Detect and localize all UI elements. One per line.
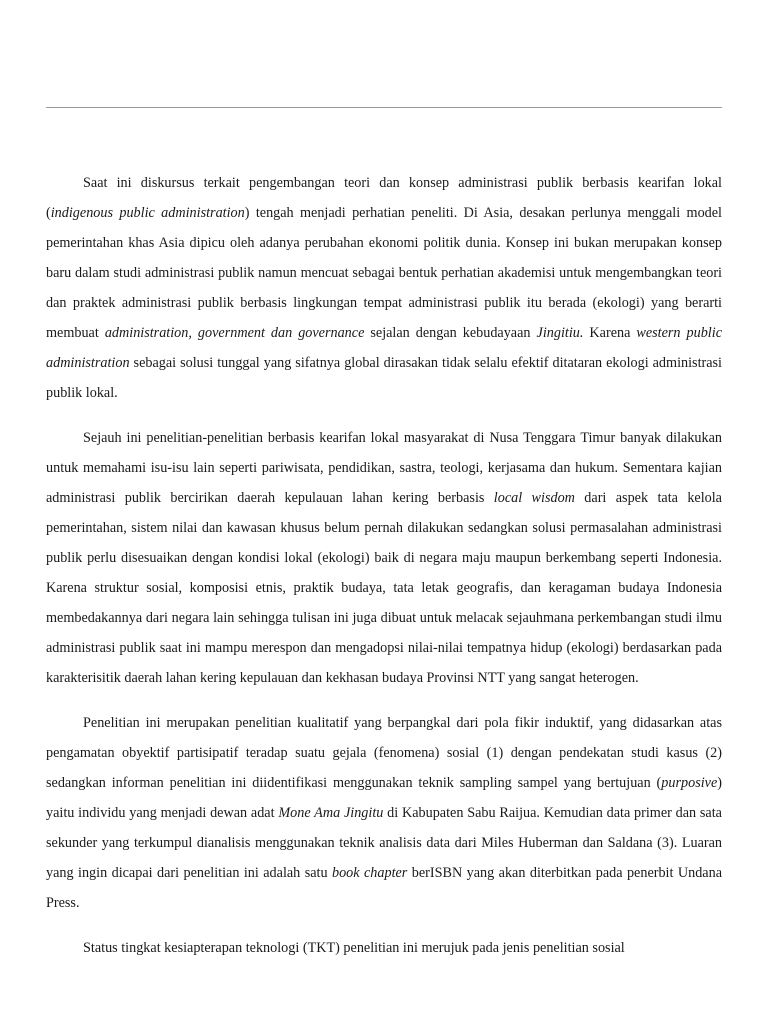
italic-term: indigenous public administration (50, 205, 245, 221)
italic-term: Mone Ama Jingitu (278, 805, 384, 821)
text-run: Karena (583, 325, 637, 341)
italic-term: local wisdom (493, 490, 575, 506)
italic-term: administration, government dan governance (104, 325, 365, 341)
italic-term: book chapter (331, 865, 408, 881)
paragraph-3 (46, 708, 722, 918)
text-run: ) yaitu individu yang menjadi dewan adat (46, 775, 722, 821)
text-run: di Kabupaten Sabu Raijua. Kemudian data primer dan sata sekunder yang terkumpul dianalisis menggunakan teknik analisis data dari Miles Huberman dan Saldana (3). Luaran yang ingin dicapai dari penelitian ini adalah satu (46, 805, 722, 881)
body-text (46, 168, 722, 978)
italic-term: western public administration (46, 325, 722, 371)
text-run: sebagai solusi tunggal yang sifatnya global dirasakan tidak selalu efektif ditataran ekologi administrasi publik lokal. (46, 355, 722, 401)
italic-term: purposive (661, 775, 718, 791)
text-run: ) tengah menjadi perhatian peneliti. Di Asia, desakan perlunya menggali model pemerintahan khas Asia dipicu oleh adanya perubahan ekonomi politik dunia. Konsep ini bukan merupakan konsep baru dalam studi administrasi publik namun mencuat sebagai bentuk perhatian akademisi untuk mengembangkan teori dan praktek administrasi publik berbasis lingkungan tempat administrasi publik itu berada (ekologi) yang berarti membuat (46, 205, 722, 341)
text-run: Status tingkat kesiapterapan teknologi (TKT) penelitian ini merujuk pada jenis penelitian sosial (83, 940, 625, 956)
text-run: dari aspek tata kelola pemerintahan, sistem nilai dan kawasan khusus belum pernah dilakukan sedangkan solusi permasalahan administrasi publik perlu disesuaikan dengan kondisi lokal (ekologi) baik di negara maju maupun berkembang seperti Indonesia. Karena struktur sosial, komposisi etnis, praktik budaya, tata letak geografis, dan keragaman budaya Indonesia membedakannya dari negara lain sehingga tulisan ini juga dibuat untuk melacak sejauhmana perkembangan studi ilmu administrasi publik saat ini mampu merespon dan mengadopsi nilai-nilai tempatnya hidup (ekologi) berdasarkan pada karakterisitik daerah lahan kering kepulauan dan kekhasan budaya Provinsi NTT yang sangat heterogen. (46, 490, 722, 686)
paragraph-1 (46, 168, 722, 408)
paragraph-2 (46, 423, 722, 693)
italic-term: Jingitiu. (536, 325, 584, 341)
text-run: Saat ini diskursus terkait pengembangan teori dan konsep administrasi publik berbasis kearifan lokal ( (46, 175, 722, 221)
paragraph-4 (46, 933, 722, 963)
text-run: berISBN yang akan diterbitkan pada penerbit Undana Press. (46, 865, 722, 911)
text-run: sejalan dengan kebudayaan (364, 325, 537, 341)
header-divider (46, 107, 722, 108)
text-run: Penelitian ini merupakan penelitian kualitatif yang berpangkal dari pola fikir induktif, yang didasarkan atas pengamatan obyektif partisipatif teradap suatu gejala (fenomena) sosial (1) dengan pendekatan studi kasus (2) sedangkan informan penelitian ini diidentifikasi menggunakan teknik sampling sampel yang bertujuan ( (46, 715, 722, 791)
text-run: Sejauh ini penelitian-penelitian berbasis kearifan lokal masyarakat di Nusa Tenggara Timur banyak dilakukan untuk memahami isu-isu lain seperti pariwisata, pendidikan, sastra, teologi, kerjasama dan hukum. Sementara kajian administrasi publik bercirikan daerah kepulauan lahan kering berbasis (46, 430, 722, 506)
